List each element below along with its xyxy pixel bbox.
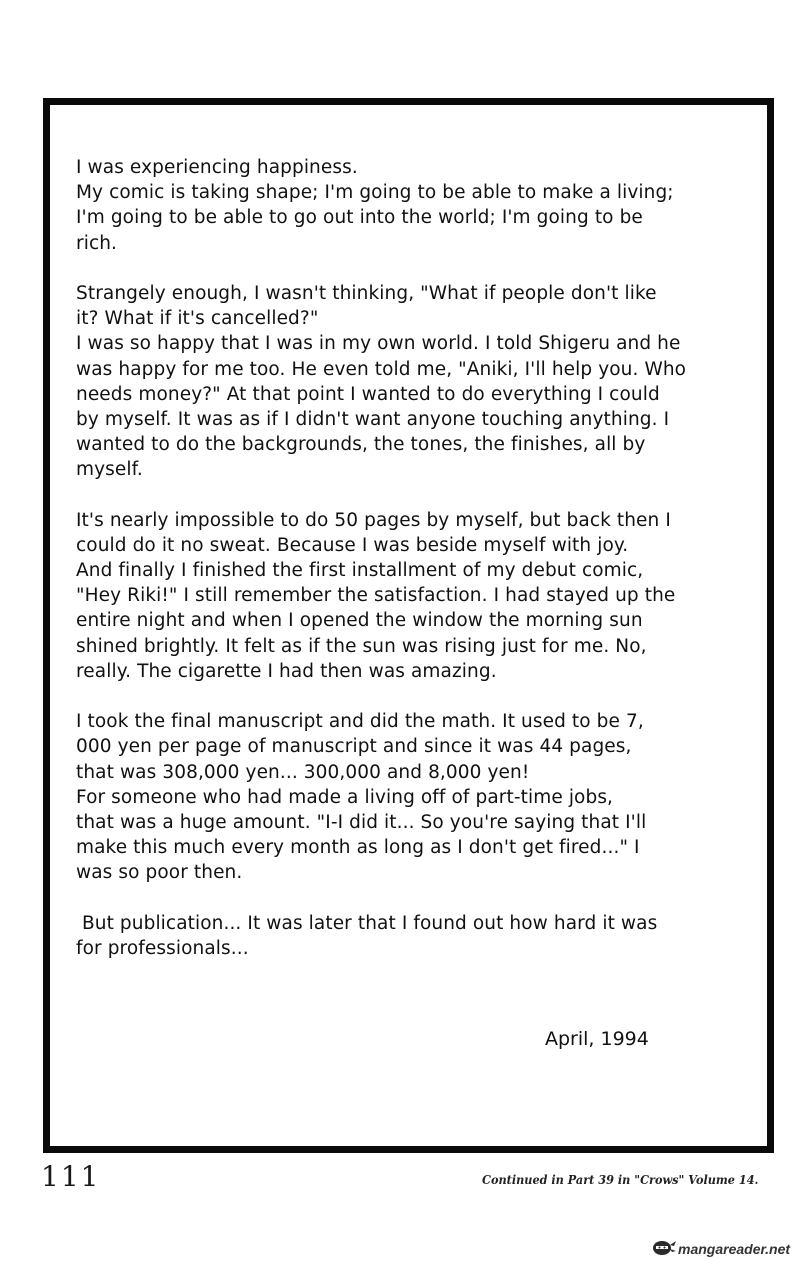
paragraph-gap <box>76 885 766 910</box>
essay-line: for professionals... <box>76 937 249 959</box>
essay-line: it? What if it's cancelled?" <box>76 308 319 330</box>
essay-date: April, 1994 <box>545 1028 649 1050</box>
paragraph-gap <box>76 256 766 281</box>
essay-line: 000 yen per page of manuscript and since it was 44 pages, <box>76 736 632 758</box>
essay-line: I was so happy that I was in my own world. I told Shigeru and he <box>76 333 681 355</box>
essay-line: rich. <box>76 232 118 254</box>
essay-line: that was 308,000 yen... 300,000 and 8,000 yen! <box>76 761 530 783</box>
site-watermark <box>650 1238 790 1260</box>
paragraph-gap <box>76 482 766 507</box>
essay-line: I took the final manuscript and did the math. It used to be 7, <box>76 711 644 733</box>
essay-line: was so poor then. <box>76 862 243 884</box>
essay-text <box>76 155 766 961</box>
essay-line: by myself. It was as if I didn't want anyone touching anything. I <box>76 408 670 430</box>
essay-line: "Hey Riki!" I still remember the satisfaction. I had stayed up the <box>76 585 676 607</box>
essay-line: And finally I finished the first installment of my debut comic, <box>76 560 644 581</box>
essay-line: was happy for me too. He even told me, "Aniki, I'll help you. Who <box>76 358 687 380</box>
ninja-logo-icon <box>650 1237 676 1261</box>
essay-line: entire night and when I opened the window the morning sun <box>76 610 643 632</box>
essay-line: I was experiencing happiness. <box>76 157 358 178</box>
essay-line: myself. <box>76 459 143 481</box>
essay-line: For someone who had made a living off of part-time jobs, <box>76 786 614 808</box>
essay-line: needs money?" At that point I wanted to do everything I could <box>76 383 660 405</box>
text-panel-frame <box>43 98 774 1153</box>
continued-note: Continued in Part 39 in "Crows" Volume 14. <box>482 1172 759 1187</box>
essay-line: It's nearly impossible to do 50 pages by myself, but back then I <box>76 509 671 531</box>
paragraph-gap <box>76 684 766 709</box>
essay-line: Strangely enough, I wasn't thinking, "What if people don't like <box>76 282 657 304</box>
essay-line: I'm going to be able to go out into the world; I'm going to be <box>76 207 643 229</box>
essay-line: could do it no sweat. Because I was beside myself with joy. <box>76 534 629 556</box>
essay-line: wanted to do the backgrounds, the tones, the finishes, all by <box>76 434 646 456</box>
essay-line: But publication... It was later that I found out how hard it was <box>76 912 658 934</box>
essay-line: My comic is taking shape; I'm going to be able to make a living; <box>76 182 674 204</box>
essay-line: shined brightly. It felt as if the sun was rising just for me. No, <box>76 635 647 657</box>
essay-line: really. The cigarette I had then was amazing. <box>76 660 497 682</box>
page-number: 111 <box>41 1160 101 1193</box>
watermark-text: mangareader.net <box>678 1241 791 1257</box>
essay-line: that was a huge amount. "I-I did it... So you're saying that I'll <box>76 811 647 833</box>
essay-line: make this much every month as long as I don't get fired..." I <box>76 837 640 859</box>
